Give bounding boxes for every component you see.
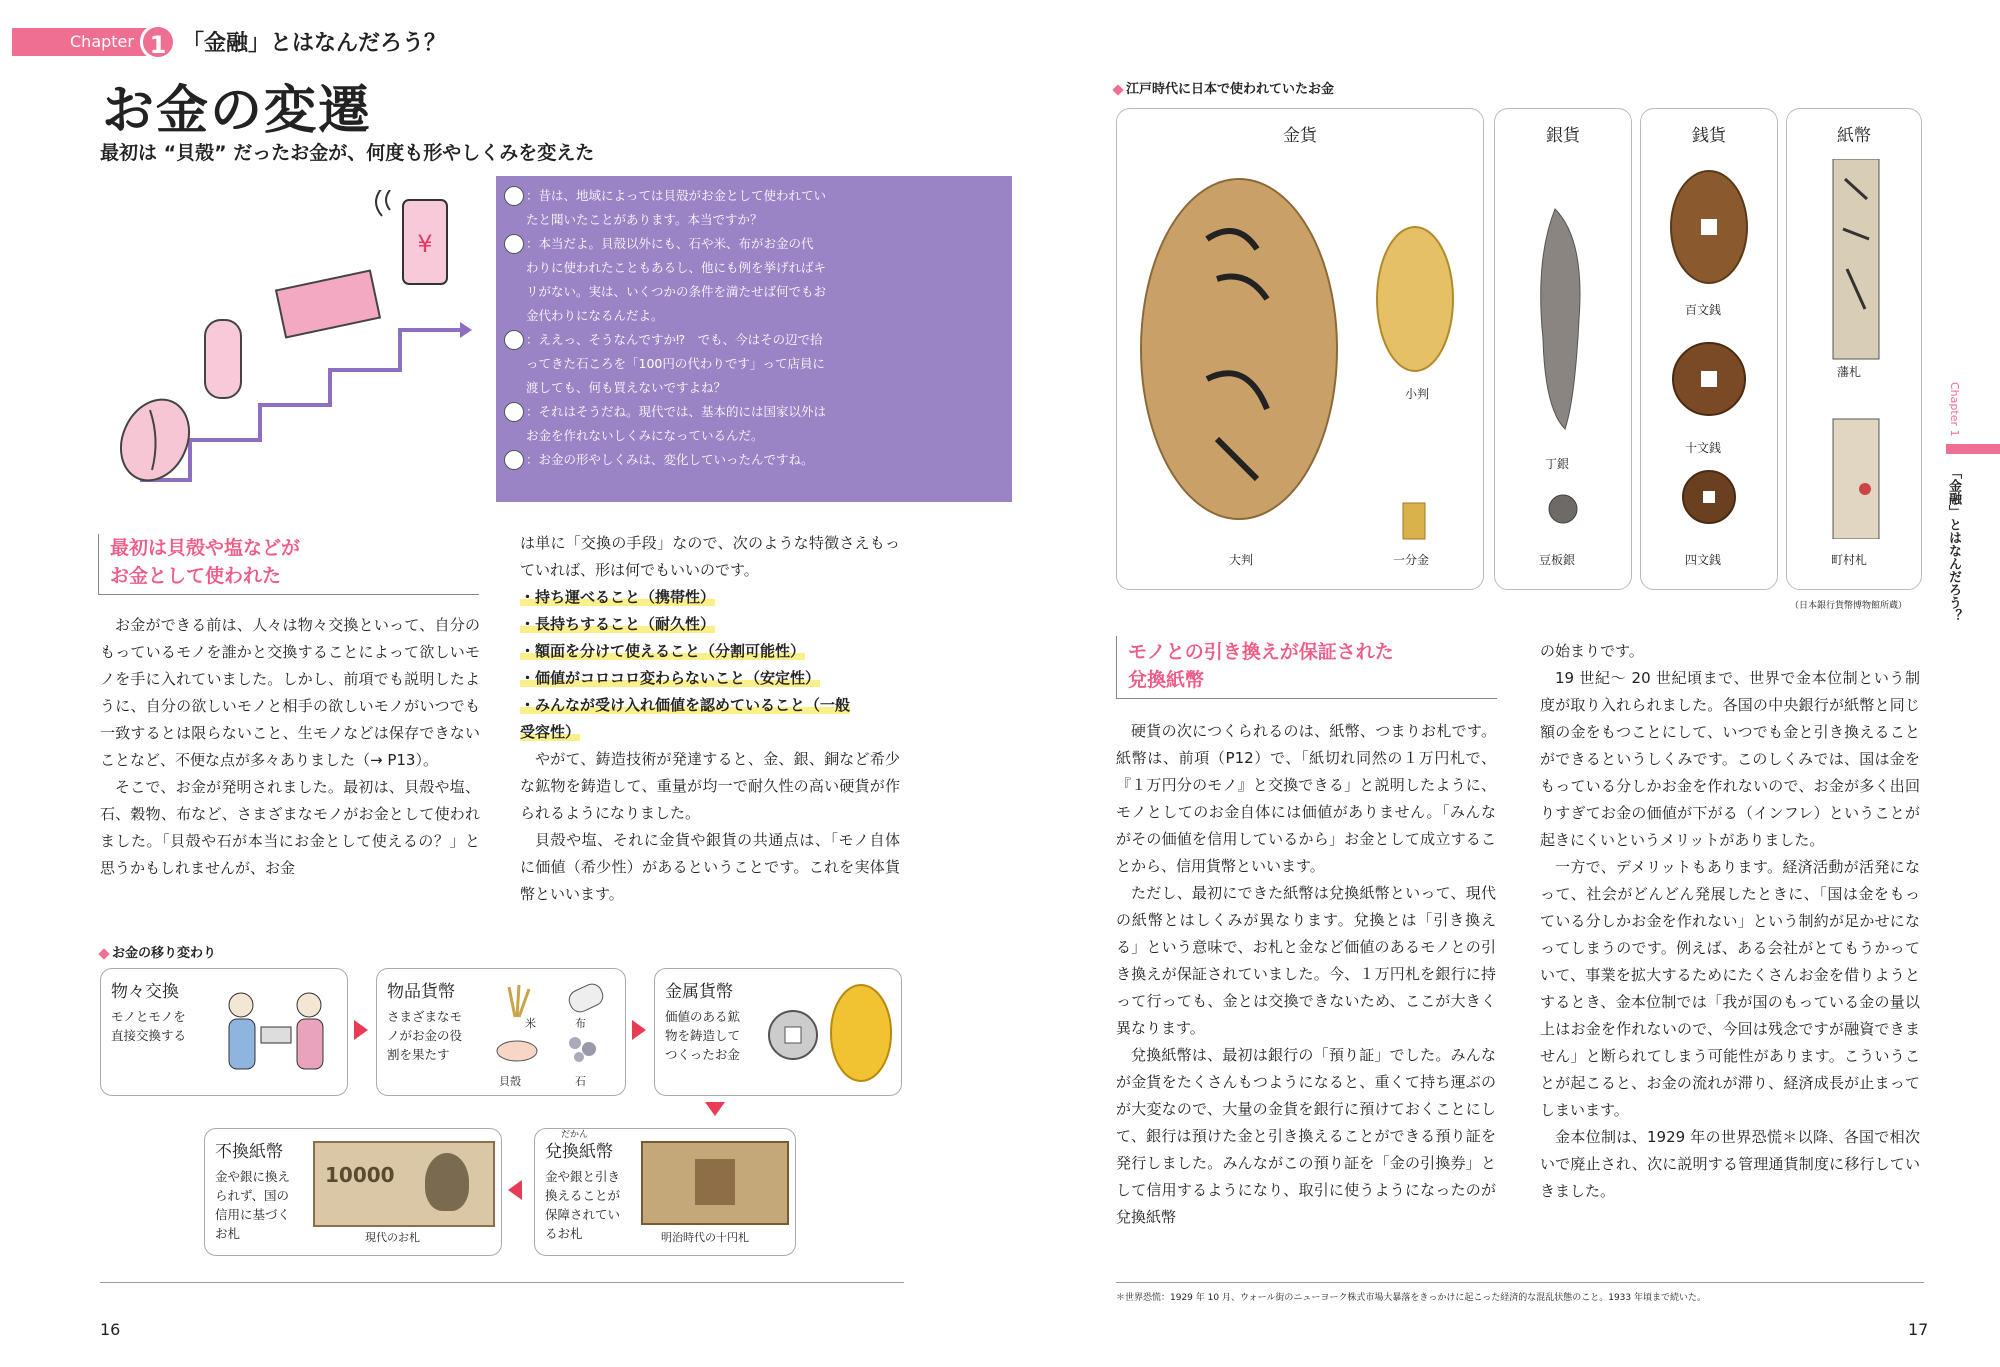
label-hyakumonsen: 百文銭 [1685, 303, 1722, 317]
label-chogin: 丁銀 [1545, 457, 1570, 471]
panel-gold-coins: 金貨 大判 小判 一分金 [1116, 108, 1484, 590]
right-bottom-rule [1116, 1282, 1924, 1283]
tag-shell: 貝殻 [499, 1075, 521, 1088]
chapter-label: Chapter [70, 32, 134, 51]
page-subtitle: 最初は “貝殻” だったお金が、何度も形やしくみを変えた [100, 142, 595, 164]
ruby-dakan: だかん [561, 1130, 589, 1140]
metal-coins-icon [765, 979, 895, 1089]
dialogue-3: ：ええっ、そうなんですか⁉ でも、今はその辺で拾 ってきた石ころを「100円の代わりです」って店員に 渡しても、何も買えないですよね？ [526, 332, 825, 395]
label-ichibukin: 一分金 [1393, 553, 1430, 567]
ichibukin-coin-icon [1403, 503, 1425, 539]
section2-column2: の始まりです。 19 世紀～ 20 世紀頃まで、世界で金本位制という制度が取り入れられました。各国の中央銀行が紙幣と同じ額の金をもつことにして、いつでも金と引き換えることができるというしくみです。このしくみでは、国は金をもっている分しかお金を作れないので、お金が多く出回りすぎてお金の価値が下がる（インフレ）ということが起きにくいというメリットがありました。 一方で、デメリットもあります。経済活動が活発になって、社会がどんどん発展したときに、「国は金をもっている分しかお金を作れない」という制約が足かせになってしまうのです。例えば、ある会社がとてもうかっていて、事業を拡大するためにたくさんお金を借りようとするとき、金本位制では「我が国のもっている金の量以上はお金を作れないので、今回は残念ですが融資できません」と断られてしまう可能性があります。こういうことが起こると、お金の流れが滞り、経済成長が止まってしまいます。 金本位制は、1929 年の世界恐慌＊以降、各国で相次いで廃止され、次に説明する管理通貨制度に移行していきました。 [1540, 642, 1920, 1200]
modern-note-caption: 現代のお札 [365, 1231, 420, 1244]
label-jumonsen: 十文銭 [1685, 441, 1722, 455]
chapter-title: 「金融」とはなんだろう？ [182, 31, 447, 56]
koban-coin-icon [1377, 227, 1453, 371]
student-face-icon [504, 330, 524, 350]
flow-box-barter: 物々交換 モノとモノを 直接交換する [100, 968, 348, 1096]
dialogue-2: ：本当だよ。貝殻以外にも、石や米、布がお金の代 わりに使われたこともあるし、他にも例を挙げればキ リがない。実は、いくつかの条件を満たせば何でもお 金代わりになるんだよ。 [526, 236, 827, 323]
flow-arrow-4 [508, 1180, 522, 1200]
section1-heading: 最初は貝殻や塩などが お金として使われた [110, 537, 301, 587]
tag-rice: 米 [525, 1017, 536, 1030]
meiji-note-caption: 明治時代の十円札 [661, 1231, 749, 1244]
teacher-face-icon [504, 234, 524, 254]
dialogue-4: ：それはそうだね。現代では、基本的には国家以外は お金を作れないしくみになっているんだ。 [526, 404, 827, 443]
yen-bill-icon [276, 271, 380, 338]
meiji-ten-yen-note-icon [641, 1141, 789, 1225]
flow-box-convertible: だかん 兌換紙幣 金や銀と引き 換えることが 保障されてい るお札 明治時代の十円札 [534, 1128, 796, 1256]
tag-stone: 石 [575, 1075, 586, 1088]
label-oban: 大判 [1229, 553, 1254, 567]
chapter-number: 1 [140, 24, 176, 60]
section2-column1: 硬貨の次につくられるのは、紙幣、つまりお札です。紙幣は、前項（P12）で、「紙切れ同然の１万円札で、『１万円分のモノ』と交換できる」と説明したように、モノとしてのお金自体には価値がありません。「みんながその価値を信用しているから」お金として成立することから、信用貨幣といいます。 ただし、最初にできた紙幣は兌換紙幣といって、現代の紙幣とはしくみが異なります。兌換とは「引き換える」という意味で、お札と金など価値のあるモノとの引き換えが保証されていました。今、１万円札を銀行に持って行っても、金とは交換できないため、ここが大きく異なります。 兌換紙幣は、最初は銀行の「預り証」でした。みんなが金貨をたくさんもつようになると、重くて持ち運ぶのが大変なので、大量の金貨を銀行に預けておくことにして、銀行は預けた金と引き換えることができる預り証を発行しました。みんながこの預り証を「金の引換券」として信用するようになり、取引に使うようになったのが兌換紙幣 [1116, 722, 1496, 1226]
left-bottom-rule [100, 1282, 904, 1283]
stairs-arrow-icon [460, 322, 472, 338]
flow-box-commodity: 物品貨幣 さまざまなモ ノがお金の役 割を果たす 米 布 貝殻 石 [376, 968, 626, 1096]
side-tab-bar [1946, 444, 2000, 454]
feature-list: ・持ち運べること（携帯性） ・長持ちすること（耐久性） ・額面を分けて使えること（分割可能性） ・価値がコロコロ変わらないこと（安定性） ・みんなが受け入れ価値を認めていること（一般 受容性） [520, 588, 851, 741]
barter-people-icon [211, 983, 341, 1089]
flow-title: お金の移り変わり [100, 942, 216, 961]
dialogue-box [496, 176, 1012, 502]
page-number-right: 17 [1908, 1320, 1929, 1339]
side-tab-chapter: Chapter 1 [1948, 382, 1961, 437]
stairs-line [140, 330, 460, 480]
panel-paper-money: 紙幣 藩札 町村札 [1786, 108, 1922, 590]
chogin-silver-icon [1541, 209, 1580, 429]
label-hansatsu: 藩札 [1837, 365, 1862, 379]
modern-banknote-icon: 10000 [313, 1141, 495, 1227]
edo-money-title: 江戸時代に日本で使われていたお金 [1114, 78, 1334, 97]
yen-symbol: ¥ [417, 230, 433, 258]
section1-column1: お金ができる前は、人々は物々交換といって、自分のもっているモノを誰かと交換することによって欲しいモノを手に入れていました。しかし、前項でも説明したように、自分の欲しいモノと相手の欲しいモノがいつでも一致するとは限らないこと、生モノなどは保存できないことなど、不便な点が多々ありました（→ P13）。 そこで、お金が発明されました。最初は、貝殻や塩、石、穀物、布など、さまざまなモノがお金として使われました。「貝殻や石が本当にお金として使えるの？」と思うかもしれませんが、お金 [100, 616, 480, 877]
museum-credit: （日本銀行貨幣博物館所蔵） [1790, 601, 1908, 611]
flow-arrow-2 [632, 1020, 646, 1040]
flow-box-metal: 金属貨幣 価値のある鉱 物を鋳造して つくったお金 [654, 968, 902, 1096]
student-face-icon [504, 450, 524, 470]
label-mameitagin: 豆板銀 [1539, 553, 1576, 567]
page-number-left: 16 [100, 1320, 121, 1339]
student-face-icon [504, 186, 524, 206]
tag-cloth: 布 [575, 1017, 586, 1030]
dialogue-1: ：昔は、地域によっては貝殻がお金として使われてい たと聞いたことがあります。本当ですか？ [526, 188, 827, 227]
panel-silver-coins: 銀貨 丁銀 豆板銀 [1494, 108, 1632, 590]
panel-copper-coins: 銭貨 百文銭 十文銭 四文銭 [1640, 108, 1778, 590]
footnote: ＊世界恐慌：1929 年 10 月、ウォール街のニューヨーク株式市場大暴落をきっかけに起こった経済的な混乱状態のこと。1933 年頃まで続いた。 [1116, 1293, 1706, 1303]
label-shimonsen: 四文銭 [1685, 553, 1722, 567]
money-evolution-illustration [100, 190, 480, 490]
section1-column2: は単に「交換の手段」なので、次のような特徴さえもっていれば、形は何でもいいのです。 ・持ち運べること（携帯性） ・長持ちすること（耐久性） ・額面を分けて使えること（分割可能性） ・価値がコロコロ変わらないこと（安定性） ・みんなが受け入れ価値を認めていること（一般 受容性） やがて、鋳造技術が発達すると、金、銀、銅など希少な鉱物を鋳造して、重量が均一で耐久性の高い硬貨が作られるようになりました。 貝殻や塩、それに金貨や銀貨の共通点は、「モノ自体に価値（希少性）があるということです。これを実体貨幣といいます。 [520, 534, 900, 903]
wireless-icon [376, 190, 390, 216]
flow-arrow-3 [705, 1102, 725, 1116]
chosonsatsu-note-icon [1833, 419, 1879, 539]
page-title: お金の変遷 [102, 81, 373, 141]
flow-arrow-1 [354, 1020, 368, 1040]
dialogue-5: ：お金の形やしくみは、変化していったんですね。 [526, 452, 814, 467]
section2-heading: モノとの引き換えが保証された 兌換紙幣 [1128, 641, 1394, 691]
salt-block-icon [205, 320, 241, 398]
teacher-face-icon [504, 402, 524, 422]
mameitagin-silver-icon [1549, 495, 1577, 523]
label-koban: 小判 [1405, 387, 1430, 401]
side-tab-title: 「金融」とはなんだろう？ [1946, 466, 1961, 622]
flow-box-fiat: 不換紙幣 金や銀に換え られず、国の 信用に基づく お札 10000 現代のお札 [204, 1128, 502, 1256]
label-chosonsatsu: 町村札 [1831, 553, 1868, 567]
